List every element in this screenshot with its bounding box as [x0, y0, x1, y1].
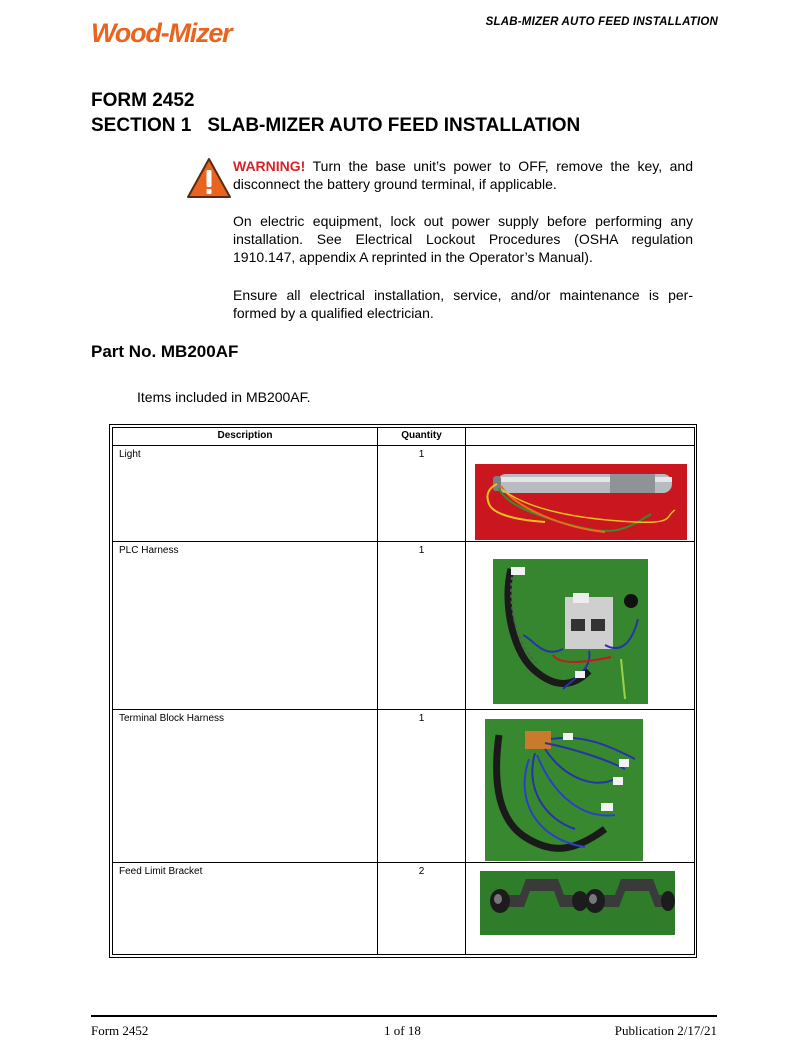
- row-image-cell: [466, 710, 695, 863]
- row-quantity: 1: [378, 446, 466, 542]
- electrician-paragraph: Ensure all electrical installation, service, and/or maintenance is per-formed by a qualified electrician.: [233, 287, 693, 321]
- footer-rule: [91, 1015, 717, 1017]
- section-name: SLAB-MIZER AUTO FEED INSTALLATION: [207, 115, 581, 136]
- row-quantity: 1: [378, 710, 466, 863]
- footer-publication-date: Publication 2/17/21: [614, 1023, 717, 1038]
- row-image-cell: [466, 542, 695, 710]
- footer-page-number: 1 of 18: [384, 1023, 421, 1038]
- warning-text: Turn the base unit’s power to OFF, remove the key, and disconnect the battery ground terminal, if applicable.: [233, 158, 693, 192]
- table-row: [113, 446, 695, 542]
- table-row: [113, 710, 695, 863]
- terminal-block-harness-photo: [485, 719, 643, 861]
- items-table: [112, 427, 695, 955]
- row-description: Terminal Block Harness: [113, 710, 378, 863]
- row-image-cell: [466, 446, 695, 542]
- plc-harness-photo: [493, 559, 648, 704]
- row-quantity: 2: [378, 863, 466, 955]
- part-number-heading: Part No. MB200AF: [91, 342, 239, 361]
- column-header-description: Description: [113, 428, 378, 446]
- column-header-quantity: Quantity: [378, 428, 466, 446]
- footer-form-number: Form 2452: [91, 1023, 149, 1038]
- warning-paragraph: [233, 157, 693, 193]
- feed-limit-bracket-photo: [480, 871, 675, 935]
- column-header-image: [466, 428, 695, 446]
- row-image-cell: [466, 863, 695, 955]
- running-header-title: SLAB-MIZER AUTO FEED INSTALLATION: [485, 16, 718, 28]
- warning-triangle-icon: [186, 156, 232, 200]
- table-row: [113, 542, 695, 710]
- light-photo: [475, 464, 687, 540]
- row-description: Light: [113, 446, 378, 542]
- form-title: FORM 2452: [91, 90, 195, 111]
- row-description: PLC Harness: [113, 542, 378, 710]
- table-header-row: [113, 428, 695, 446]
- row-description: Feed Limit Bracket: [113, 863, 378, 955]
- items-intro-text: Items included in MB200AF.: [137, 389, 311, 405]
- section-number: SECTION 1: [91, 115, 192, 136]
- lockout-paragraph: On electric equipment, lock out power supply before performing any installation. See Electrical Lockout Procedures (OSHA regulation 1910.147, appendix A reprinted in the Operator’s Manual).: [233, 213, 693, 265]
- row-quantity: 1: [378, 542, 466, 710]
- table-row: [113, 863, 695, 955]
- section-title: [91, 113, 580, 138]
- items-table-frame: [109, 424, 697, 958]
- logo-wordmark: Wood-Mizer: [91, 18, 232, 46]
- wood-mizer-logo: [91, 18, 291, 46]
- warning-label: WARNING!: [233, 158, 306, 174]
